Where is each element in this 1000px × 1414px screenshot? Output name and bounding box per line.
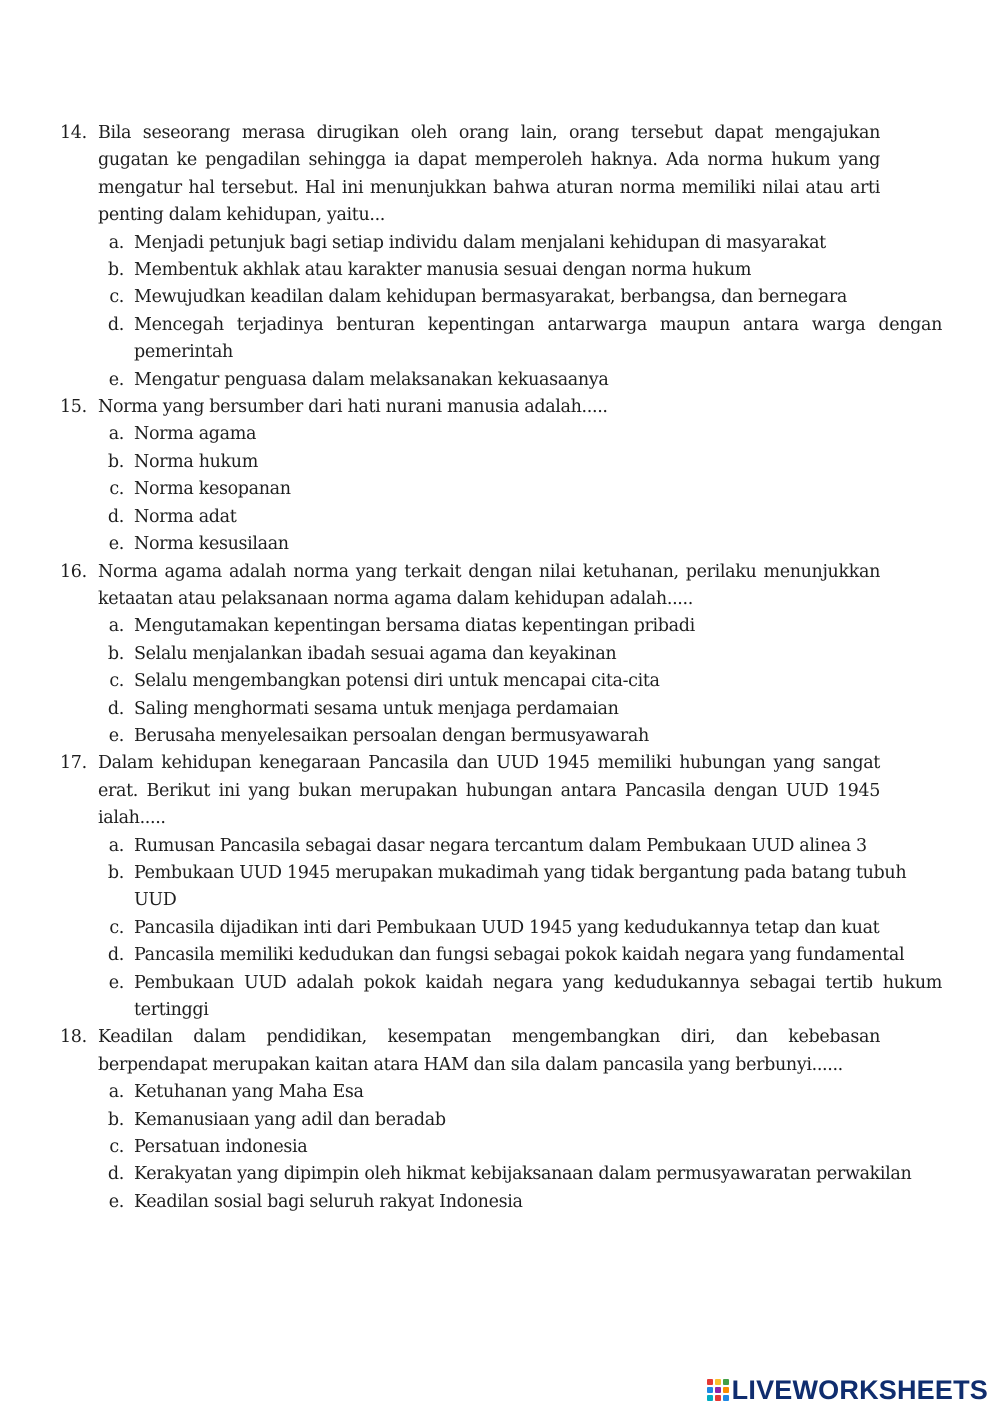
option-letter: a.	[108, 616, 124, 637]
option-text: Ketuhanan yang Maha Esa	[134, 1082, 364, 1103]
option-letter: d.	[107, 698, 124, 719]
option-letter: c.	[109, 917, 124, 938]
option-a[interactable]	[98, 421, 942, 448]
question-text: Norma agama adalah norma yang terkait dengan nilai ketuhanan, perilaku menunjukkan ketaatan atau pelaksanaan norma agama dalam kehidupan adalah.....	[98, 561, 880, 609]
option-list	[98, 421, 942, 558]
option-text: Pembukaan UUD 1945 merupakan mukadimah yang tidak bergantung pada batang tubuh UUD	[134, 862, 907, 911]
option-letter: c.	[109, 479, 124, 500]
option-d[interactable]	[98, 312, 942, 367]
option-list	[98, 230, 942, 394]
option-letter: a.	[108, 1082, 124, 1103]
option-letter: b.	[107, 643, 124, 664]
question-text: Bila seseorang merasa dirugikan oleh orang lain, orang tersebut dapat mengajukan gugatan ke pengadilan sehingga ia dapat memperoleh haknya. Ada norma hukum yang mengatur hal tersebut. Hal ini menunjukkan bahwa aturan norma memiliki nilai atau arti penting dalam kehidupan, yaitu...	[98, 123, 880, 226]
option-a[interactable]	[98, 613, 942, 640]
option-letter: b.	[107, 451, 124, 472]
option-text: Norma kesopanan	[134, 479, 291, 500]
option-text: Rumusan Pancasila sebagai dasar negara tercantum dalam Pembukaan UUD alinea 3	[134, 835, 867, 856]
option-letter: b.	[107, 1109, 124, 1130]
question-number: 17.	[60, 753, 87, 774]
option-d[interactable]	[98, 1161, 942, 1188]
option-letter: a.	[108, 232, 124, 253]
option-text: Kemanusiaan yang adil dan beradab	[134, 1109, 446, 1130]
option-e[interactable]	[98, 723, 942, 750]
question-14	[60, 120, 942, 394]
option-c[interactable]	[98, 915, 942, 942]
option-letter: a.	[108, 424, 124, 445]
option-b[interactable]	[98, 860, 942, 915]
option-text: Membentuk akhlak atau karakter manusia sesuai dengan norma hukum	[134, 260, 752, 281]
option-c[interactable]	[98, 284, 942, 311]
option-text: Mencegah terjadinya benturan kepentingan antarwarga maupun antara warga dengan pemerintah	[134, 314, 942, 363]
question-16	[60, 559, 942, 751]
option-e[interactable]	[98, 367, 942, 394]
option-list	[98, 833, 942, 1025]
option-b[interactable]	[98, 257, 942, 284]
option-text: Selalu mengembangkan potensi diri untuk mencapai cita-cita	[134, 671, 660, 692]
option-text: Keadilan sosial bagi seluruh rakyat Indonesia	[134, 1191, 523, 1212]
question-number: 14.	[60, 123, 87, 143]
question-number: 15.	[60, 397, 87, 418]
option-d[interactable]	[98, 504, 942, 531]
option-text: Norma agama	[134, 424, 257, 445]
option-letter: b.	[107, 260, 124, 281]
liveworksheets-logo-icon	[707, 1379, 729, 1401]
question-17	[60, 750, 942, 1024]
option-text: Mewujudkan keadilan dalam kehidupan bermasyarakat, berbangsa, dan bernegara	[134, 287, 847, 308]
question-text: Norma yang bersumber dari hati nurani manusia adalah.....	[98, 397, 608, 418]
option-text: Saling menghormati sesama untuk menjaga perdamaian	[134, 698, 619, 719]
option-b[interactable]	[98, 449, 942, 476]
option-letter: e.	[108, 972, 124, 993]
option-text: Persatuan indonesia	[134, 1137, 308, 1158]
option-text: Selalu menjalankan ibadah sesuai agama dan keyakinan	[134, 643, 617, 664]
option-letter: b.	[107, 862, 124, 883]
option-text: Norma adat	[134, 506, 237, 527]
liveworksheets-brand[interactable]	[707, 1375, 988, 1405]
option-text: Pancasila memiliki kedudukan dan fungsi sebagai pokok kaidah negara yang fundamental	[134, 945, 905, 966]
option-letter: e.	[108, 534, 124, 555]
question-number: 16.	[60, 561, 87, 582]
option-text: Kerakyatan yang dipimpin oleh hikmat kebijaksanaan dalam permusyawaratan perwakilan	[134, 1164, 912, 1185]
option-text: Menjadi petunjuk bagi setiap individu dalam menjalani kehidupan di masyarakat	[134, 232, 826, 253]
option-letter: a.	[108, 835, 124, 856]
option-c[interactable]	[98, 668, 942, 695]
option-d[interactable]	[98, 696, 942, 723]
option-e[interactable]	[98, 1189, 942, 1216]
option-letter: d.	[107, 945, 124, 966]
brand-text: LIVEWORKSHEETS	[731, 1374, 988, 1405]
option-text: Mengatur penguasa dalam melaksanakan kekuasaanya	[134, 369, 609, 390]
option-e[interactable]	[98, 970, 942, 1025]
question-list	[60, 120, 942, 1216]
option-letter: d.	[107, 506, 124, 527]
question-18	[60, 1024, 942, 1216]
option-a[interactable]	[98, 833, 942, 860]
option-b[interactable]	[98, 1107, 942, 1134]
question-15	[60, 394, 942, 558]
option-e[interactable]	[98, 531, 942, 558]
option-letter: c.	[109, 1137, 124, 1158]
question-text: Keadilan dalam pendidikan, kesempatan mengembangkan diri, dan kebebasan berpendapat merupakan kaitan atara HAM dan sila dalam pancasila yang berbunyi......	[98, 1027, 880, 1075]
option-c[interactable]	[98, 1134, 942, 1161]
option-letter: d.	[107, 1164, 124, 1185]
option-b[interactable]	[98, 641, 942, 668]
question-number: 18.	[60, 1027, 87, 1048]
option-text: Norma hukum	[134, 451, 258, 472]
option-d[interactable]	[98, 942, 942, 969]
option-letter: e.	[108, 1191, 124, 1212]
option-letter: e.	[108, 369, 124, 390]
option-letter: d.	[107, 314, 124, 335]
option-text: Pancasila dijadikan inti dari Pembukaan UUD 1945 yang kedudukannya tetap dan kuat	[134, 917, 880, 938]
option-text: Mengutamakan kepentingan bersama diatas kepentingan pribadi	[134, 616, 695, 637]
option-text: Pembukaan UUD adalah pokok kaidah negara yang kedudukannya sebagai tertib hukum tertinggi	[134, 972, 942, 1020]
option-text: Norma kesusilaan	[134, 534, 289, 555]
option-letter: c.	[109, 287, 124, 308]
option-letter: c.	[109, 671, 124, 692]
option-a[interactable]	[98, 230, 942, 257]
option-c[interactable]	[98, 476, 942, 503]
option-list	[98, 1079, 942, 1216]
option-a[interactable]	[98, 1079, 942, 1106]
option-text: Berusaha menyelesaikan persoalan dengan bermusyawarah	[134, 725, 649, 746]
option-letter: e.	[108, 725, 124, 746]
option-list	[98, 613, 942, 750]
question-text: Dalam kehidupan kenegaraan Pancasila dan UUD 1945 memiliki hubungan yang sangat erat. Berikut ini yang bukan merupakan hubungan antara Pancasila dengan UUD 1945 ialah.....	[98, 753, 880, 829]
